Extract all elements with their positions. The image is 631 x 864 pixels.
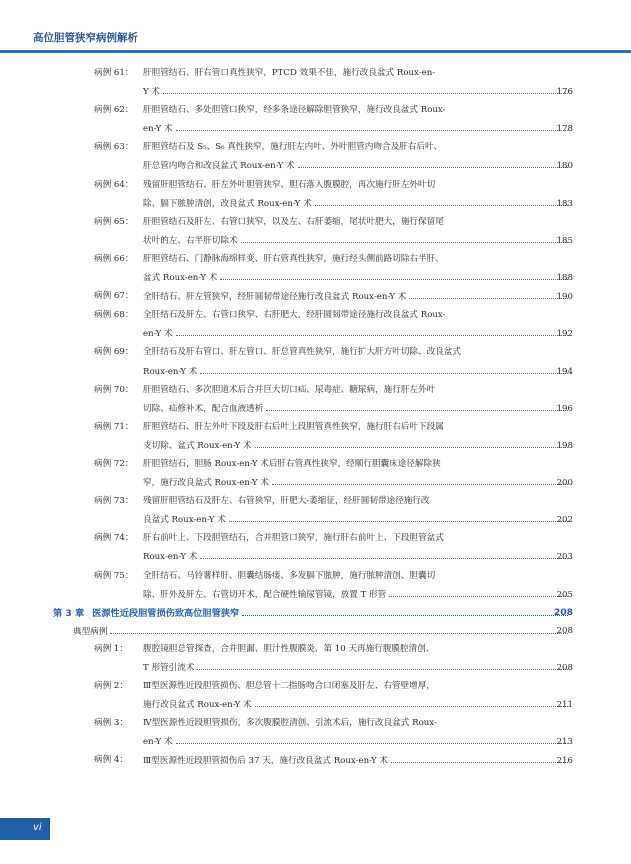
- page-number: 192: [556, 329, 573, 340]
- case-title: 全肝结石、肝左管狭窄，经肝圆韧带途径施行改良盆式 Roux-en-Y 术: [143, 292, 407, 303]
- chapter-label: 第 3 章: [53, 607, 85, 619]
- toc-entry-case-63[interactable]: [0, 138, 631, 175]
- leader-dots: [241, 231, 568, 243]
- leader-dots: [255, 436, 568, 448]
- case-title-line1: Ⅳ型医源性近段胆管损伤，多次腹膜腔清创、引流术后，施行改良盆式 Roux-: [143, 718, 437, 729]
- case-title-line2: en-Y 术: [143, 329, 173, 340]
- folio: vi: [33, 822, 42, 833]
- toc-entry-case-73[interactable]: [0, 492, 631, 529]
- leader-dots: [266, 399, 568, 411]
- page-number: 176: [556, 87, 573, 98]
- case-label: 病例 62：: [94, 105, 134, 116]
- page-number: 202: [556, 515, 573, 526]
- leader-dots: [200, 547, 568, 559]
- case-title-line1: 肝胆管结石及 S₅、S₆ 真性狭窄，施行肝左内叶、外叶胆管内吻合及肝右后叶、: [143, 142, 443, 153]
- case-label: 病例 67：: [94, 291, 134, 302]
- case-title-line2: en-Y 术: [143, 124, 173, 135]
- case-title-line2: 状叶的左、右半肝切除术: [143, 235, 238, 246]
- toc-entry-case-68[interactable]: [0, 306, 631, 343]
- case-title-line1: 肝右前叶上、下段胆管结石，合并胆管口狭窄，施行肝右前叶上、下段胆管盆式: [143, 533, 444, 544]
- case-label: 病例 3：: [94, 718, 128, 729]
- case-title-line2: T 形管引流术: [143, 662, 195, 673]
- case-title-line1: 肝胆管结石、门静脉海绵样变、肝右管真性狭窄，施行经头侧前路切除右半肝、: [143, 253, 444, 264]
- case-title-line2: 支切除、盆式 Roux-en-Y 术: [143, 440, 252, 451]
- case-label: 病例 63：: [94, 142, 134, 153]
- case-title-line2: Roux-en-Y 术: [143, 366, 198, 377]
- case-label: 病例 61：: [94, 68, 134, 78]
- case-title-line2: 除、膈下脓肿清创，改良盆式 Roux-en-Y 术: [143, 198, 312, 209]
- toc-entry-case-70[interactable]: [0, 381, 631, 418]
- case-label: 病例 64：: [94, 179, 134, 190]
- leader-dots: [200, 362, 568, 374]
- toc-entry-case-66[interactable]: [0, 250, 631, 287]
- case-title-line1: 肝胆管结石、肝右管口真性狭窄，PTCD 效果不佳，施行改良盆式 Roux-en-: [143, 68, 436, 78]
- case-title-line1: 肝胆管结石、肝左外叶下段及肝右后叶上段胆管真性狭窄，施行肝右后叶下段属: [143, 421, 444, 432]
- case-title-line1: 肝胆管结石、多处胆管口狭窄，经多条途径解除胆管狭窄，施行改良盆式 Roux-: [143, 105, 446, 116]
- case-label: 病例 1：: [94, 643, 128, 654]
- case-title-line2: Y 术: [143, 87, 160, 98]
- case-title-line2: 盆式 Roux-en-Y 术: [143, 273, 218, 284]
- leader-dots: [176, 119, 568, 131]
- case-title-line1: Ⅲ型医源性近段胆管损伤、胆总管十二指肠吻合口闭塞及肝左、右管壁增厚，: [143, 680, 435, 691]
- toc-entry-ch3-case-1[interactable]: [0, 640, 631, 677]
- page-number: 196: [556, 403, 573, 414]
- toc-entry-case-74[interactable]: [0, 529, 631, 566]
- toc-entry-case-64[interactable]: [0, 176, 631, 213]
- case-label: 病例 66：: [94, 253, 134, 264]
- page-number: 183: [556, 198, 573, 209]
- leader-dots: [229, 510, 568, 522]
- page-number: 180: [556, 161, 573, 172]
- leader-dots: [110, 622, 568, 634]
- case-title-line1: 残留肝胆管结石、肝左外叶胆管狭窄、胆石落入腹膜腔，再次施行肝左外叶切: [143, 179, 436, 190]
- case-label: 病例 73：: [94, 496, 134, 507]
- leader-dots: [176, 732, 568, 744]
- leader-dots: [242, 604, 568, 616]
- case-label: 病例 72：: [94, 458, 134, 469]
- case-label: 病例 74：: [94, 533, 134, 544]
- leader-dots: [272, 473, 568, 485]
- page-number: 198: [556, 440, 573, 451]
- leader-dots: [255, 695, 568, 707]
- case-title-line1: 全肝结石、马铃薯样肝、胆囊结肠瘘、多发膈下脓肿，施行脓肿清创、胆囊切: [143, 570, 436, 581]
- page-number: 213: [556, 737, 573, 748]
- page-number: 188: [556, 273, 573, 284]
- case-title-line2: 窄，施行改良盆式 Roux-en-Y 术: [143, 478, 269, 489]
- leader-dots: [197, 658, 568, 670]
- case-title-line2: en-Y 术: [143, 737, 173, 748]
- leader-dots: [389, 585, 568, 597]
- case-label: 病例 2：: [94, 680, 128, 691]
- toc-entry-ch3-case-3[interactable]: [0, 714, 631, 751]
- case-title-line1: 肝胆管结石、多次胆道术后合并巨大切口疝、尿毒症、糖尿病，施行肝左外叶: [143, 384, 436, 395]
- leader-dots: [220, 268, 568, 280]
- page-number: 185: [556, 235, 573, 246]
- toc-entry-case-61[interactable]: [0, 64, 631, 101]
- case-label: 病例 65：: [94, 216, 134, 227]
- case-label: 病例 4：: [94, 755, 128, 766]
- page-number: 208: [553, 606, 573, 618]
- table-of-contents: [0, 64, 631, 770]
- page-number: 194: [556, 366, 573, 377]
- page-number: 208: [556, 625, 573, 636]
- case-title-line1: 全肝结石及肝右管口、肝左管口、肝总管真性狭窄，施行扩大肝方叶切除、改良盆式: [143, 347, 461, 358]
- case-title-line2: 肝总管内吻合和改良盆式 Roux-en-Y 术: [143, 161, 295, 172]
- case-label: 病例 71：: [94, 421, 134, 432]
- case-title-line2: 除、肝外及肝左、右管切开术，配合硬性输尿管镜，放置 T 形管: [143, 589, 387, 600]
- toc-entry-case-71[interactable]: [0, 418, 631, 455]
- page-number: 203: [556, 552, 573, 563]
- toc-entry-ch3-case-4[interactable]: [0, 751, 631, 770]
- case-title-line2: 施行改良盆式 Roux-en-Y 术: [143, 700, 252, 710]
- case-label: 病例 75：: [94, 570, 134, 581]
- case-title: Ⅲ型医源性近段胆管损伤后 37 天，施行改良盆式 Roux-en-Y 术: [143, 756, 389, 767]
- header-rule: [0, 50, 631, 53]
- toc-entry-ch3-case-2[interactable]: [0, 677, 631, 714]
- case-title-line1: 残留肝胆管结石及肝左、右管狭窄，肝肥大-萎缩征，经肝圆韧带途径施行改: [143, 496, 430, 507]
- toc-entry-case-67[interactable]: [0, 287, 631, 306]
- case-title-line1: 腹腔镜胆总管探查，合并胆漏、胆汁性腹膜炎，第 10 天再施行腹膜腔清创、: [143, 643, 435, 654]
- leader-dots: [163, 82, 568, 94]
- page-number: 208: [556, 662, 573, 673]
- page-number: 205: [556, 589, 573, 600]
- chapter-title: 医源性近段胆管损伤致高位胆管狭窄: [92, 607, 240, 619]
- toc-entry-case-69[interactable]: [0, 343, 631, 380]
- case-title-line2: 良盆式 Roux-en-Y 术: [143, 515, 226, 526]
- case-label: 病例 70：: [94, 384, 134, 395]
- page-number: 200: [556, 478, 573, 489]
- toc-entry-case-62[interactable]: [0, 101, 631, 138]
- case-title-line1: 全肝结石及肝左、右管口狭窄、右肝肥大，经肝圆韧带途径施行改良盆式 Roux-: [143, 310, 446, 321]
- case-title-line2: Roux-en-Y 术: [143, 552, 198, 563]
- toc-entry-chapter-3[interactable]: [0, 604, 631, 622]
- page-number: 211: [556, 700, 573, 710]
- leader-dots: [315, 194, 568, 206]
- case-title-line1: 肝胆管结石，胆肠 Roux-en-Y 术后肝右管真性狭窄，经顺行胆囊床途径解除狭: [143, 458, 441, 469]
- toc-entry-section-typical-cases[interactable]: [0, 622, 631, 640]
- page-number-tab: [0, 818, 50, 840]
- case-title-line1: 肝胆管结石及肝左、右管口狭窄，以及左、右肝萎缩，尾状叶肥大，施行保留尾: [143, 216, 444, 227]
- case-label: 病例 68：: [94, 310, 134, 321]
- section-title: 典型病例: [73, 626, 108, 637]
- page-number: 178: [556, 124, 573, 135]
- toc-entry-case-72[interactable]: [0, 455, 631, 492]
- leader-dots: [409, 287, 568, 299]
- toc-entry-case-65[interactable]: [0, 213, 631, 250]
- case-title-line2: 切除、疝修补术，配合血液透析: [143, 403, 264, 414]
- leader-dots: [298, 156, 568, 168]
- page-number: 190: [556, 292, 573, 303]
- page-number: 216: [556, 756, 573, 767]
- case-label: 病例 69：: [94, 347, 134, 358]
- leader-dots: [391, 751, 568, 763]
- leader-dots: [176, 324, 568, 336]
- running-header-title: 高位胆管狭窄病例解析: [33, 32, 138, 44]
- toc-entry-case-75[interactable]: [0, 567, 631, 604]
